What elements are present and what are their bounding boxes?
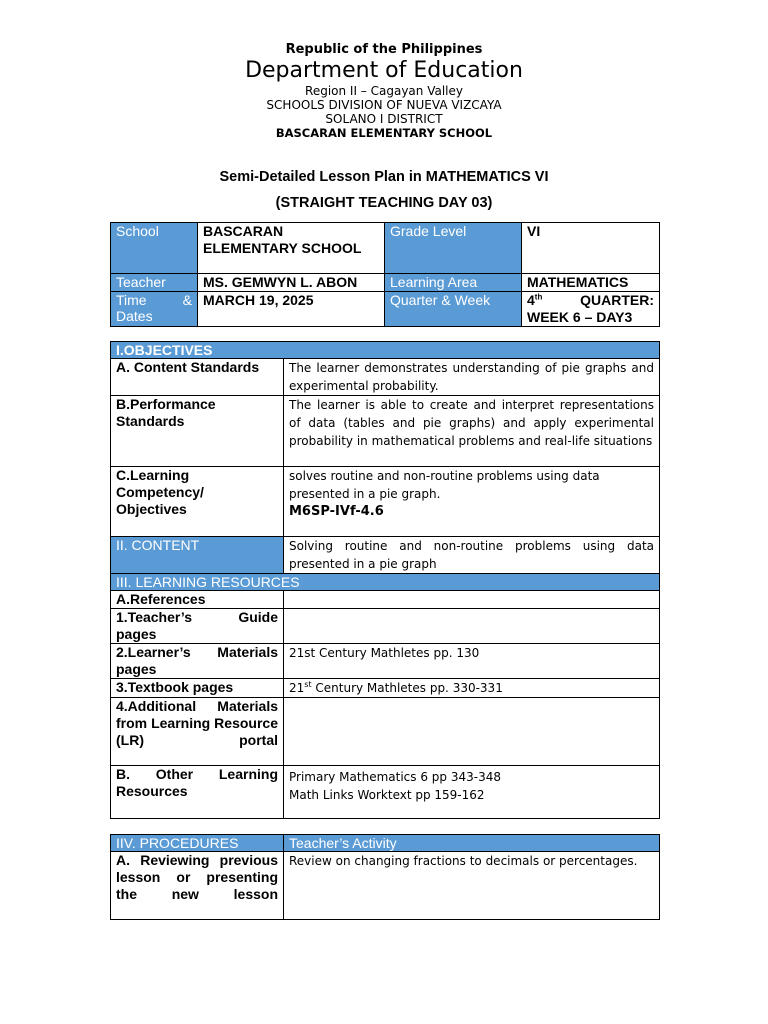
teacher-value: MS. GEMWYN L. ABON: [198, 274, 385, 292]
references-label: A.References: [111, 591, 284, 609]
learning-area-value: MATHEMATICS: [522, 274, 660, 292]
references-value: [284, 591, 660, 609]
procedures-heading: IIV. PROCEDURES: [111, 835, 284, 852]
learning-competency-text: solves routine and non-routine problems using data presented in a pie graph.: [289, 469, 600, 501]
lesson-plan-title: Semi-Detailed Lesson Plan in MATHEMATICS VI: [219, 169, 549, 185]
performance-standards-text: The learner is able to create and interpret representations of data (tables and pie graphs) and apply experimental probability in mathematical problems and real-life situations: [284, 396, 660, 467]
reviewing-lesson-text: Review on changing fractions to decimals or percentages.: [284, 852, 660, 920]
competency-code: M6SP-IVf-4.6: [289, 504, 384, 519]
content-standards-label: A. Content Standards: [111, 359, 284, 396]
learning-area-label: Learning Area: [385, 274, 522, 292]
textbook-suffix: st: [304, 680, 312, 689]
learning-resources-heading: III. LEARNING RESOURCES: [111, 574, 660, 591]
learners-materials-value: 21st Century Mathletes pp. 130: [284, 644, 660, 679]
school-line: BASCARAN ELEMENTARY SCHOOL: [275, 126, 493, 140]
reviewing-lesson-label: A. Reviewing previous lesson or presenting the new lesson: [111, 852, 284, 920]
content-standards-text: The learner demonstrates understanding of pie graphs and experimental probability.: [284, 359, 660, 396]
learners-materials-label: 2.Learner’s Materials pages: [111, 644, 284, 679]
time-dates-value: MARCH 19, 2025: [198, 292, 385, 327]
quarter-number: 4: [527, 292, 535, 308]
content-heading: II. CONTENT: [111, 537, 284, 574]
region-line: Region II – Cagayan Valley: [305, 84, 463, 98]
learning-competency-cell: [284, 467, 660, 537]
additional-materials-label: 4.Additional Materials from Learning Resource (LR) portal: [111, 698, 284, 766]
textbook-pages-label: 3.Textbook pages: [111, 679, 284, 698]
textbook-number: 21: [289, 681, 305, 695]
week-day: WEEK 6 – DAY3: [527, 309, 633, 325]
textbook-title: Century Mathletes pp. 330-331: [311, 681, 503, 695]
quarter-word: QUARTER:: [580, 292, 654, 308]
school-label: School: [111, 223, 198, 274]
quarter-suffix: th: [534, 292, 543, 302]
info-table: [110, 222, 660, 327]
dates-label: Dates: [116, 308, 153, 324]
department-heading: Department of Education: [245, 58, 523, 83]
teachers-guide-label: 1.Teacher’s Guide pages: [111, 609, 284, 644]
grade-level-value: VI: [522, 223, 660, 274]
teacher-label: Teacher: [111, 274, 198, 292]
division-line: SCHOOLS DIVISION OF NUEVA VIZCAYA: [266, 98, 502, 112]
republic-heading: Republic of the Philippines: [285, 42, 483, 57]
teachers-activity-heading: Teacher’s Activity: [284, 835, 660, 852]
content-text: Solving routine and non-routine problems using data presented in a pie graph: [284, 537, 660, 574]
other-resources-value: [284, 766, 660, 819]
ampersand-label: &: [182, 292, 192, 308]
teachers-guide-value: [284, 609, 660, 644]
grade-level-label: Grade Level: [385, 223, 522, 274]
district-line: SOLANO I DISTRICT: [325, 112, 443, 126]
school-value: BASCARAN ELEMENTARY SCHOOL: [198, 223, 385, 274]
time-dates-label: [111, 292, 198, 327]
procedures-table: [110, 834, 660, 920]
lesson-plan-subtitle: (STRAIGHT TEACHING DAY 03): [275, 195, 493, 211]
textbook-pages-value: [284, 679, 660, 698]
other-resources-label: B. Other Learning Resources: [111, 766, 284, 819]
lesson-plan-table: [110, 341, 660, 819]
other-resource-1: Primary Mathematics 6 pp 343-348: [289, 770, 501, 784]
performance-standards-label: B.Performance Standards: [111, 396, 284, 467]
objectives-heading: I.OBJECTIVES: [111, 342, 660, 359]
time-label: Time: [116, 292, 147, 308]
other-resource-2: Math Links Worktext pp 159-162: [289, 788, 485, 802]
quarter-week-label: Quarter & Week: [385, 292, 522, 327]
additional-materials-value: [284, 698, 660, 766]
quarter-week-value: [522, 292, 660, 327]
learning-competency-label: C.Learning Competency/ Objectives: [111, 467, 284, 537]
